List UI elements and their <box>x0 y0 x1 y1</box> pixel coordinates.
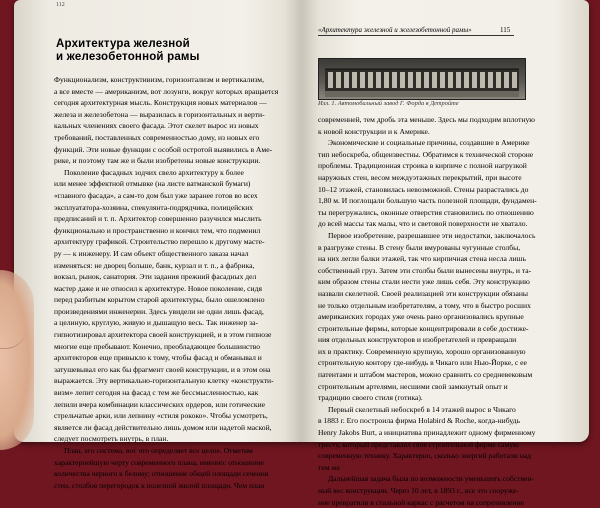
factory-window <box>432 72 437 88</box>
factory-window <box>400 72 405 88</box>
text-line: является ли фасад действительно лишь домом или надетой маской, <box>54 422 272 432</box>
text-line: архитекторов еще привыкло к тому, чтобы фасад и обманывал и <box>54 353 262 363</box>
text-line: Поколение фасадных зодчих свело архитектуру к более <box>64 167 244 177</box>
text-line: тип небоскреба, общеизвестны. Обратимся к технической стороне <box>318 149 534 159</box>
text-line: Henry Jakobs Burt, а инициатива принадлежит одному фирменному <box>318 428 536 438</box>
factory-window <box>448 72 453 88</box>
text-line: наружных стен, весом междуэтажных перекрытий, при высоте <box>318 172 522 182</box>
factory-window <box>408 72 413 88</box>
text-line: строительную контору где-нибудь в Чикаго или Нью-Йорке, с ее <box>318 358 527 368</box>
text-line: перед разбитым корытом старой архитектуры, было ошеломлено <box>54 295 265 305</box>
text-line: сегодня архитектурная мысль. Конструкция новых материалов — <box>54 98 267 108</box>
text-line: следует посмотреть внутрь, в план. <box>54 434 169 444</box>
text-line: архитектуру графикой. Строительство перешло к другому масте- <box>54 237 265 247</box>
text-line: патентами и штабом мастеров, можно сравнить со средневековым <box>318 370 533 380</box>
text-line: характернейшую черту современного плана, именно: отношение <box>54 457 264 467</box>
text-line: требований, поставленных современностью дому, из новых его <box>54 132 260 142</box>
text-line: визм» лепит сегодня на фасад с тем же бессмысленностью, как <box>54 388 259 398</box>
text-line: стен, столбов перегородок к полезной жилой площади. Чем план <box>54 480 265 490</box>
text-line: Функционализм, конструктивизм, горизонтализм и вертикализм, <box>54 75 264 84</box>
chapter-title <box>56 38 256 64</box>
text-line: ру — к инженеру. И сам объект общественного заказа начал <box>54 248 249 258</box>
factory-window <box>440 72 445 88</box>
text-line: современную технику. Характерно, сколько энергий работали над <box>318 451 532 461</box>
running-head: «Архитектура железной и железобетонной рамы» <box>318 26 514 36</box>
text-line: их в практику. Современную крупную, хорошо организованную <box>318 346 526 356</box>
text-line: «главного фасада», а сам-то дом был уже заранее готов во всех <box>54 190 258 200</box>
factory-window <box>456 72 461 88</box>
text-line: произведениями инженерии. Здесь увидели не одни лишь фасад, <box>54 306 264 316</box>
text-line: к новой конструкции и к Америке. <box>318 126 430 136</box>
text-line: мастер даже и не относил к архитектуре. Новое поколение, сидя <box>54 283 262 293</box>
factory-window <box>504 72 509 88</box>
factory-window <box>488 72 493 88</box>
right-page-body <box>318 114 548 508</box>
chapter-title-line: Архитектура железной <box>56 38 190 50</box>
text-line: до всей массы так малы, что и световой поверхности не хватало. <box>318 219 528 229</box>
text-line: ние превратили в стальной каркас с расчетом на сопротивление <box>318 497 525 507</box>
text-line: или менее эффектной отмывке (на листе ватманской бумаги) <box>54 179 251 189</box>
factory-window <box>336 72 341 88</box>
right-page-number: 115 <box>500 26 511 34</box>
factory-window <box>344 72 349 88</box>
text-line: количества черного к белому; отношение общей площади сечения <box>54 469 269 479</box>
text-line: традицию своего стиля (готика). <box>318 393 423 403</box>
text-line: тресту, который представлял свое строительной фирме самую <box>318 439 519 449</box>
text-line: строительным артелями, несшими свой замкнутый опыт и <box>318 381 508 391</box>
text-line: изменяться: не дворец больше, банк, курзал и т. п., а фабрика, <box>54 260 255 270</box>
text-line: ты перегружались, оконные отверстия становились по отношению <box>318 207 534 217</box>
factory-window <box>424 72 429 88</box>
text-line: рике, и поэтому там же и были изобретены новые конструкции. <box>54 156 261 166</box>
text-line: Дальнейшая задача была по возможности уменьшить собствен- <box>328 474 534 484</box>
left-page-number: 112 <box>56 2 65 8</box>
text-line: эксплуататора-хозяина, спекулянта-подрядчика, полицейских <box>54 202 254 212</box>
factory-window <box>416 72 421 88</box>
text-line: функций. Эти новые функции с особой остротой выявились в Аме- <box>54 144 273 154</box>
text-line: Первый скелетный небоскреб в 14 этажей вырос в Чикаго <box>328 404 516 414</box>
text-line: кальных членениях своего фасада. Этот скелет вырос из новых <box>54 121 259 131</box>
text-line: ким образом стены стали нести уже лишь себя. Эту конструкцию <box>318 277 530 287</box>
text-line: функционально и пространственно и кончил тем, что подменил <box>54 225 261 235</box>
text-line: Первое изобретение, разрешавшее эти недостатки, заключалось <box>328 230 536 240</box>
text-line: гипнотизировал архитектора своей конструкцией, и в этом гипнозе <box>54 330 272 340</box>
text-line: а все вместе — американизм, вот лозунги, вокруг которых вращается <box>54 86 279 96</box>
factory-window <box>360 72 365 88</box>
text-line: вокзал, рынок, санатория. Эти задания прежний фасадных дел <box>54 272 257 282</box>
factory-window <box>376 72 381 88</box>
chapter-title-line: и железобетонной рамы <box>56 51 200 63</box>
text-line: железа и железобетона — выразилась в горизонтальных и верти- <box>54 109 265 119</box>
text-line: американских городах уже очень рано организовались крупные <box>318 312 524 322</box>
text-line: предписаний и т. п. Архитектор совершенно разучился мыслить <box>54 214 262 224</box>
text-line: назвали скелетной. Своей реализацией эти конструкции обязаны <box>318 288 529 298</box>
text-line: План, его система, вот что определяет все целое. Отметим <box>64 446 253 455</box>
text-line: многие еще пребывают. Конечно, преобладающее большинство <box>54 341 261 351</box>
factory-window <box>496 72 501 88</box>
factory-window <box>480 72 485 88</box>
factory-window <box>368 72 373 88</box>
text-line: проблемы. Традиционная строика в кирпиче с полной нагрузкой <box>318 161 527 171</box>
left-page-body <box>54 74 280 491</box>
factory-window <box>384 72 389 88</box>
factory-window <box>328 72 333 88</box>
text-line: ный вес конструкции. Через 10 лет, в 1893 г., все это сооруже- <box>318 486 519 495</box>
text-line: на них легли балки этажей, так что кирпичная стена несла лишь <box>318 254 526 264</box>
text-line: собственный груз. Затем эти столбы были вынесены внутрь, и та- <box>318 265 532 275</box>
text-line: современней, тем дробь эта меньше. Здесь мы подходим вплотную <box>318 115 535 124</box>
text-line: тем же <box>318 462 340 472</box>
text-line: в 1883 г. Его построила фирма Holabird & Roche, когда-нибудь <box>318 416 520 426</box>
text-line: в разгрузке стены. В стену были вмурованы чугунные столбы, <box>318 242 521 252</box>
text-line: 1,80 м. И поглощали большую часть полезной площади, фундамен- <box>318 196 537 206</box>
factory-photo <box>318 58 526 100</box>
text-line: стрельчатые арки, или лепнину «стиля рококо». Чтобы усмотреть, <box>54 411 268 421</box>
factory-window <box>512 72 517 88</box>
text-line: не только отдельным изобретателям, а тому, что в быстро росших <box>318 300 531 310</box>
text-line: строительные фирмы, которые концентрировали в себе достиже- <box>318 323 529 333</box>
figure-caption: Илл. 1. Автомобильный завод Г. Форда в Детройте <box>318 100 459 107</box>
factory-window <box>464 72 469 88</box>
text-line: ния отдельных конструкторов и изобретателей и превращали <box>318 335 517 345</box>
text-line: лепили вчера комбинации классических ордеров, или готические <box>54 399 266 409</box>
factory-window <box>472 72 477 88</box>
factory-window <box>352 72 357 88</box>
text-line: Экономические и социальные причины, создавшие в Америке <box>328 138 530 148</box>
text-line: затушевывал его как бы фрагмент своей конструкции, и в этом она <box>54 364 271 374</box>
text-line: выражается. Эту вертикально-горизонтальную клетку «конструкти- <box>54 376 274 386</box>
factory-window <box>392 72 397 88</box>
text-line: а целиную, круглую, живую и дышащую весь. Так инженер за- <box>54 318 259 328</box>
text-line: 10–12 этажей, становилась невозможной. Стены разрастались до <box>318 184 529 194</box>
